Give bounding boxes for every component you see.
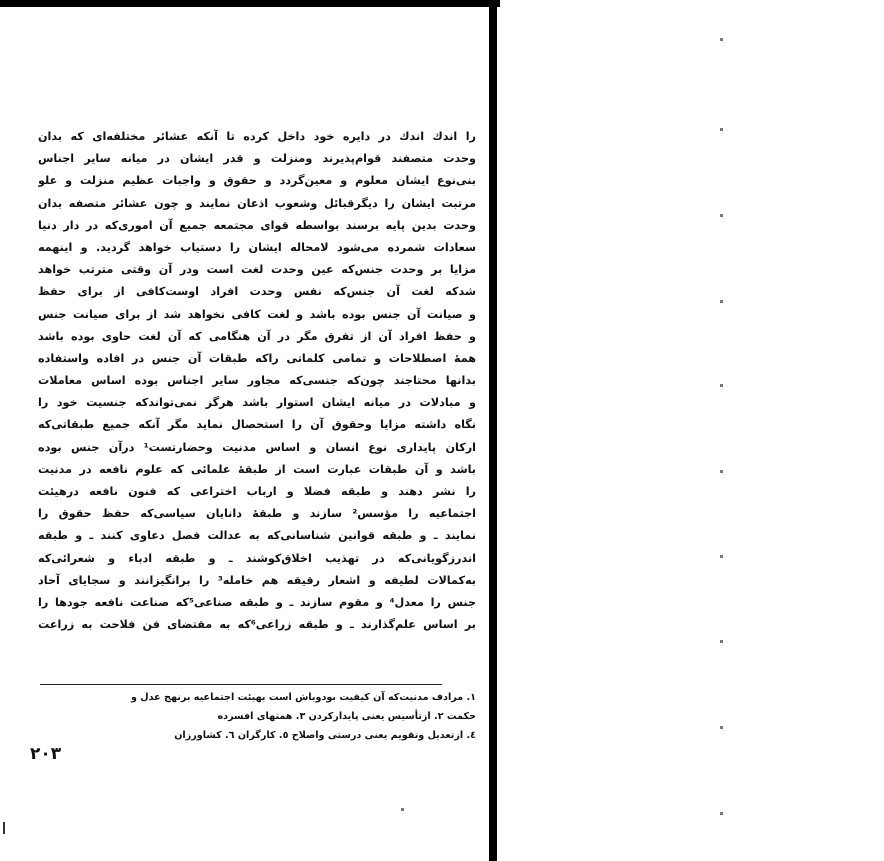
page-edge-top — [0, 0, 500, 7]
body-line-10: و حفظ افراد آن از تفرق مگر در آن هنگامى كه آن لغت حاوى بوده باشد — [38, 329, 476, 343]
footnote-line-1: ١. مرادف مدنيت‌كه آن كيفيت بودوباش است بهيئت اجتماعيه برنهج عدل و — [130, 692, 476, 703]
page-number: ٢٠٣ — [30, 744, 62, 764]
body-line-16: باشد و آن طبقات عبارت است از طبقهٔ علمائى كه علوم نافعه در مدنيت — [38, 462, 476, 476]
body-line-18: اجتماعيه را مؤسس² سازند و طبقهٔ دانايان سياسى‌كه حفظ حقوق را — [38, 507, 476, 521]
scan-speck — [720, 640, 723, 643]
body-line-14: نگاه داشته مزايا وحقوق آن را استحصال نمايد مگر آنكه جميع طبقاتى‌كه — [38, 418, 476, 432]
scan-mark — [3, 822, 5, 834]
page-edge-right — [489, 0, 497, 861]
scan-speck — [720, 384, 723, 387]
body-line-20: اندرزگويانى‌كه در تهذيب اخلاق‌كوشند ـ و طبقه ادباء و شعرائى‌كه — [38, 551, 476, 565]
body-line-5: وحدت بدين پايه برسند بواسطه قواى مجتمعه جميع آن امورى‌كه در دار دنيا — [38, 218, 476, 232]
body-line-3: بنى‌نوع ايشان معلوم و معين‌گردد و حقوق و واجبات عظيم منزلت و علو — [38, 174, 476, 188]
body-line-8: شدكه لغت آن جنس‌كه نفس وحدت افراد اوست‌كافى از براى حفظ — [38, 285, 476, 299]
body-line-9: و صيانت آن جنس بوده باشد و لغت كافى نخواهد شد از براى صيانت جنس — [38, 307, 476, 321]
body-line-15: اركان پايدارى نوع انسان و اساس مدنيت وحضارتست¹ درآن جنس بوده — [38, 440, 476, 454]
scan-speck — [720, 470, 723, 473]
footnote-line-2: حكمت ٢. ازتأسيس يعنى پايدارکردن ٣. همتهاى افسرده — [217, 711, 476, 722]
footnotes — [38, 688, 476, 745]
scan-speck — [720, 300, 723, 303]
footnote-separator — [40, 684, 442, 685]
scan-speck — [401, 808, 404, 811]
body-line-7: مزايا بر وحدت جنس‌كه عين وحدت لغت است ودر آن وقتى مترتب خواهد — [38, 263, 476, 277]
body-line-21: به‌كمالات لطيفه و اشعار رقيقه هم خامله³ را برانگيزانند و سجاياى آحاد — [38, 573, 476, 587]
body-line-19: نمايند ـ و طبقه قوانين شناسانى‌كه به عدالت فصل دعاوى كنند ـ و طبقه — [38, 529, 476, 543]
body-line-6: سعادات شمرده مى‌شود لامحاله ايشان را دستياب خواهد گرديد. و اينهمه — [38, 240, 476, 254]
scan-speck — [720, 214, 723, 217]
body-text — [38, 126, 476, 636]
body-line-22: جنس را معدل⁴ و مقوم سازند ـ و طبقه صناعى⁵كه صناعت نافعه جودها را — [38, 595, 476, 609]
scan-speck — [720, 726, 723, 729]
body-line-4: مرتبت ايشان را ديگرقبائل وشعوب اذعان نمايند و چون عشائر متصفه بدان — [38, 196, 476, 210]
body-line-12: بدانها محتاجند چون‌كه جنسى‌كه مجاور ساير اجناس بوده اساس معاملات — [38, 374, 476, 388]
footnote-line-3: ٤. ازتعديل وتقويم يعنى درستى واصلاح ٥. كارگران ٦. كشاورزان — [174, 730, 476, 741]
scan-speck — [720, 812, 723, 815]
body-line-11: همهٔ اصطلاحات و تمامى كلماتى راكه طبقات آن جنس در افاده واستفاده — [38, 351, 476, 365]
scan-speck — [720, 128, 723, 131]
body-line-2: وحدت متصفند قوام‌پذيرند ومنزلت و قدر ايشان در ميانه ساير اجناس — [38, 152, 476, 166]
body-line-23: بر اساس علم‌گذارند ـ و طبقه زراعى⁶كه به مقتضاى فن فلاحت به زراعت — [38, 618, 476, 632]
body-line-17: را نشر دهند و طبقه فضلا و ارباب اختراعى كه فنون نافعه درهيئت — [38, 485, 476, 498]
body-line-1: را اندك اندك در دايره خود داخل كرده تا آنكه عشائر مختلفه‌اى كه بدان — [38, 130, 476, 143]
body-line-13: و مبادلات در ميانه ايشان استوار باشد هرگز نمى‌تواندكه جنسيت خود را — [38, 396, 476, 410]
scan-speck — [720, 38, 723, 41]
scan-speck — [720, 555, 723, 558]
